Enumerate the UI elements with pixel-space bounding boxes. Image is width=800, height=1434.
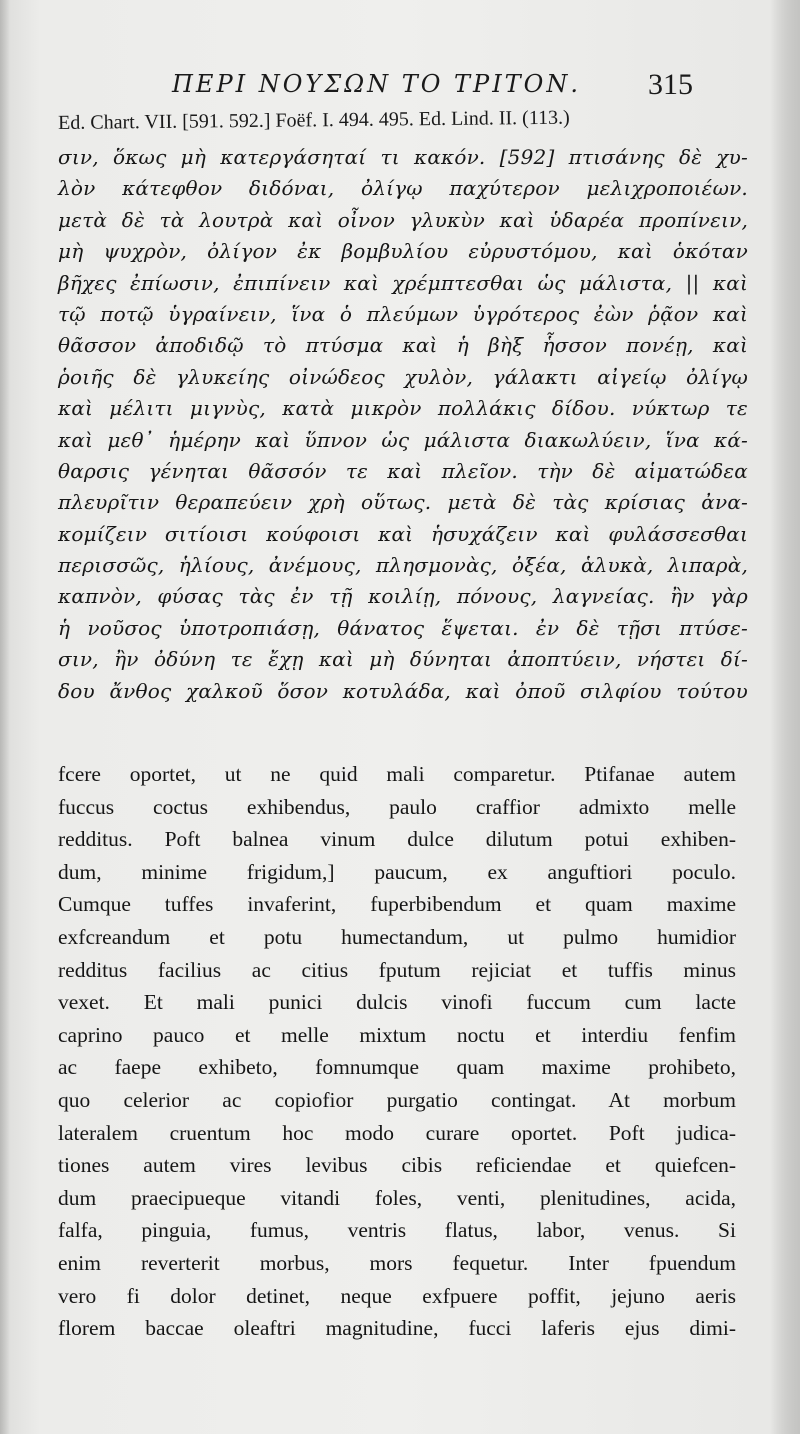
latin-line: redditus. Poft balnea vinum dulce dilutum potui exhiben- — [58, 827, 736, 852]
greek-line: σιν, ἢν ὀδύνη τε ἔχῃ καὶ μὴ δύνηται ἀποπτύειν, νήστει δί- — [58, 647, 748, 672]
latin-line: fcere oportet, ut ne quid mali comparetur. Ptifanae autem — [58, 762, 736, 786]
greek-line: ἡ νοῦσος ὑποτροπιάσῃ, θάνατος ἕψεται. ἐν δὲ τῇσι πτύσε- — [58, 615, 748, 640]
greek-line: μὴ ψυχρὸν, ὀλίγον ἐκ βομβυλίου εὐρυστόμου, καὶ ὁκόταν — [58, 239, 748, 264]
greek-line: λὸν κάτεφθον διδόναι, ὀλίγῳ παχύτερον μελιχροποιέων. — [58, 176, 748, 201]
latin-line: quo celerior ac copiofior purgatio contingat. At morbum — [58, 1087, 736, 1112]
latin-line: redditus facilius ac citius fputum rejiciat et tuffis minus — [58, 957, 736, 982]
latin-line: tiones autem vires levibus cibis reficiendae et quiefcen- — [58, 1153, 736, 1178]
greek-line: καὶ μεθ᾽ ἡμέρην καὶ ὕπνον ὡς μάλιστα διακωλύειν, ἵνα κά- — [58, 427, 748, 452]
latin-line: caprino pauco et melle mixtum noctu et interdiu fenfim — [58, 1022, 736, 1047]
page-number: 315 — [648, 68, 693, 101]
latin-line: exfcreandum et potu humectandum, ut pulmo humidior — [58, 924, 736, 949]
greek-line: κομίζειν σιτίοισι κούφοισι καὶ ἡσυχάζειν καὶ φυλάσσεσθαι — [58, 521, 748, 546]
latin-line: fuccus coctus exhibendus, paulo craffior admixto melle — [58, 794, 736, 819]
greek-line: δου ἄνθος χαλκοῦ ὅσον κοτυλάδα, καὶ ὀποῦ σιλφίου τούτου — [58, 678, 748, 703]
greek-line: περισσῶς, ἡλίους, ἀνέμους, πλησμονὰς, ὀξέα, ἁλυκὰ, λιπαρὰ, — [58, 553, 748, 578]
latin-line: falfa, pinguia, fumus, ventris flatus, labor, venus. Si — [58, 1218, 736, 1243]
latin-line: enim reverterit morbus, mors fequetur. Inter fpuendum — [58, 1250, 736, 1275]
latin-line: ac faepe exhibeto, fomnumque quam maxime prohibeto, — [58, 1055, 736, 1080]
greek-text-block — [58, 142, 748, 707]
latin-line: dum, minime frigidum,] paucum, ex anguftiori poculo. — [58, 859, 736, 884]
latin-line: vero fi dolor detinet, neque exfpuere poffit, jejuno aeris — [58, 1283, 736, 1308]
greek-line: σιν, ὅκως μὴ κατεργάσηταί τι κακόν. [592] πτισάνης δὲ χυ- — [58, 145, 748, 169]
greek-line: θαρσις γένηται θᾶσσόν τε καὶ πλεῖον. τὴν δὲ αἱματώδεα — [58, 458, 748, 483]
greek-line: βῆχες ἐπίωσιν, ἐπιπίνειν καὶ χρέμπτεσθαι ὡς μάλιστα, || καὶ — [58, 270, 748, 295]
page-left-shadow — [0, 0, 10, 1434]
greek-line: ῥοιῆς δὲ γλυκείης οἰνώδεος χυλὸν, γάλακτι αἰγείῳ ὀλίγῳ — [58, 364, 748, 389]
running-title: ΠΕΡΙ ΝΟΥΣΩΝ ΤΟ ΤΡΙΤΟΝ. — [172, 70, 581, 98]
greek-line: τῷ ποτῷ ὑγραίνειν, ἵνα ὁ πλεύμων ὑγρότερος ἐὼν ῥᾷον καὶ — [58, 301, 748, 326]
page-right-shadow — [770, 0, 800, 1434]
latin-line: vexet. Et mali punici dulcis vinofi fuccum cum lacte — [58, 990, 736, 1015]
greek-line: καὶ μέλιτι μιγνὺς, κατὰ μικρὸν πολλάκις δίδου. νύκτωρ τε — [58, 396, 748, 421]
latin-line: dum praecipueque vitandi foles, venti, plenitudines, acida, — [58, 1185, 736, 1210]
greek-line: καπνὸν, φύσας τὰς ἐν τῇ κοιλίῃ, πόνους, λαγνείας. ἢν γὰρ — [58, 584, 748, 609]
greek-line: πλευρῖτιν θεραπεύειν χρὴ οὕτως. μετὰ δὲ τὰς κρίσιας ἀνα- — [58, 490, 748, 515]
latin-line: lateralem cruentum hoc modo curare oportet. Poft judica- — [58, 1120, 736, 1145]
greek-line: θᾶσσον ἀποδιδῷ τὸ πτύσμα καὶ ἡ βὴξ ἧσσον πονέῃ, καὶ — [58, 333, 748, 358]
edition-reference-line: Ed. Chart. VII. [591. 592.] Foëf. I. 494. 495. Ed. Lind. II. (113.) — [58, 106, 570, 134]
greek-line: μετὰ δὲ τὰ λουτρὰ καὶ οἶνον γλυκὺν καὶ ὑδαρέα προπίνειν, — [58, 207, 748, 232]
latin-line: florem baccae oleaftri magnitudine, fucci laferis ejus dimi- — [58, 1316, 736, 1341]
latin-text-block — [58, 758, 736, 1345]
latin-line: Cumque tuffes invaferint, fuperbibendum et quam maxime — [58, 892, 736, 917]
